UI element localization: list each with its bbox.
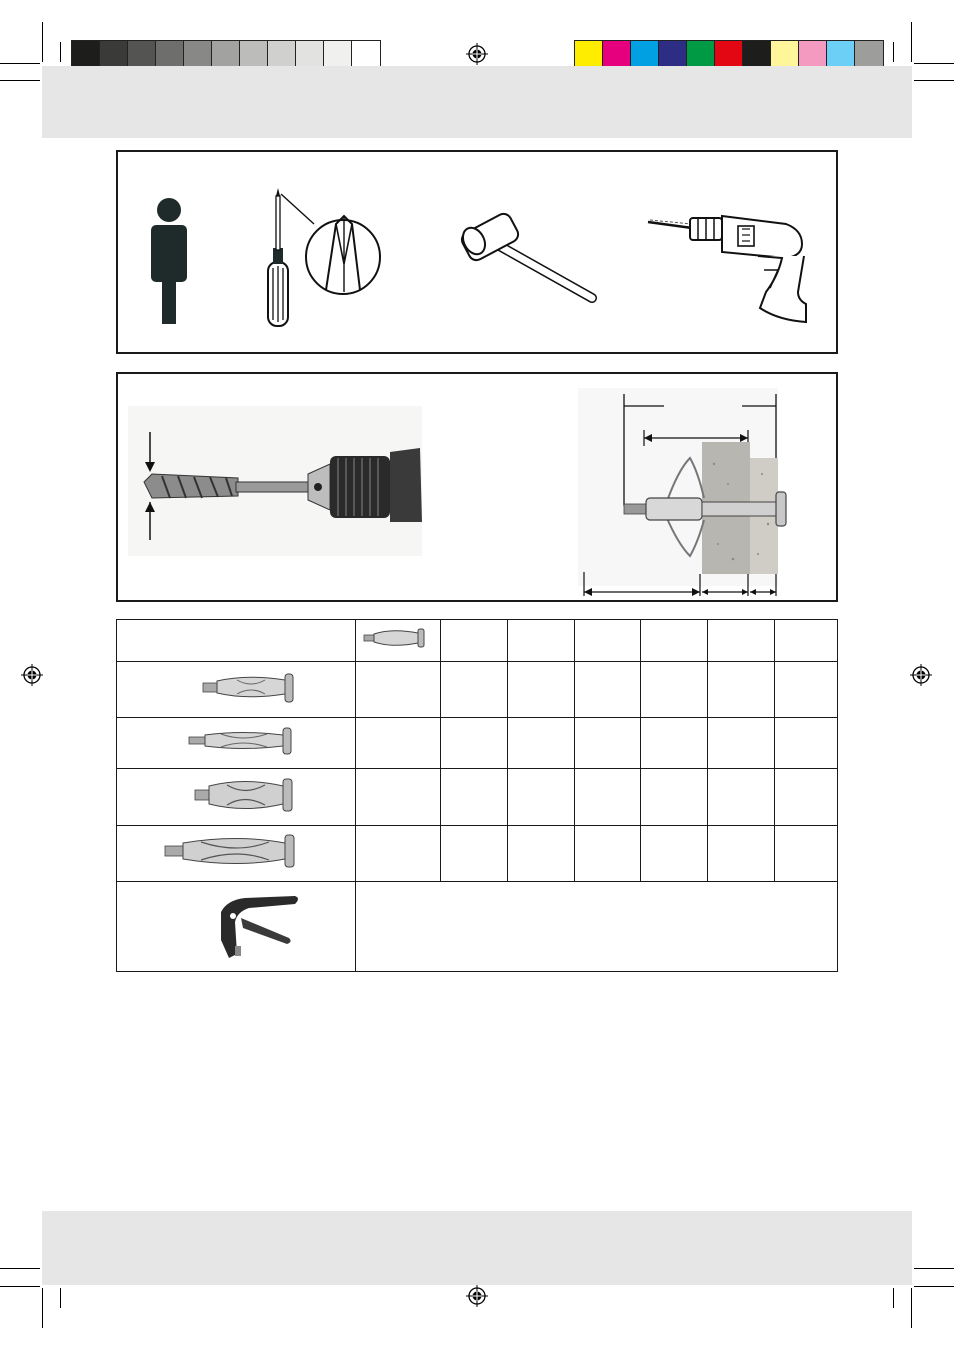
color-swatch [72, 41, 100, 69]
table-cell [775, 662, 838, 718]
table-cell [441, 620, 508, 662]
fitting-panel [116, 372, 838, 602]
color-swatch [855, 41, 883, 69]
table-cell [775, 718, 838, 769]
setting-tool-pliers-icon [117, 882, 355, 966]
table-cell [356, 769, 441, 826]
color-swatch [128, 41, 156, 69]
setting-tool-cell [356, 882, 838, 972]
table-cell [574, 769, 641, 826]
footer-band [42, 1211, 912, 1285]
power-drill-icon [648, 216, 806, 322]
color-swatch [156, 41, 184, 69]
color-swatch [100, 41, 128, 69]
anchor-size-table [116, 619, 838, 972]
color-swatch [324, 41, 352, 69]
cavity-anchor-icon [356, 620, 440, 656]
color-swatch [743, 41, 771, 69]
table-cell [507, 769, 574, 826]
header-band [42, 66, 912, 138]
table-cell [507, 662, 574, 718]
row-label-cell [117, 718, 356, 769]
table-cell [775, 620, 838, 662]
color-swatch [771, 41, 799, 69]
row-label-cell [117, 826, 356, 882]
color-swatch [268, 41, 296, 69]
table-cell [708, 662, 775, 718]
table-cell [574, 662, 641, 718]
person-icon [151, 198, 187, 324]
color-swatch [603, 41, 631, 69]
cavity-anchor-diagram [578, 388, 786, 596]
color-swatch [240, 41, 268, 69]
table-cell [441, 662, 508, 718]
table-row [117, 662, 838, 718]
color-swatch [184, 41, 212, 69]
drill-bit-photo [128, 406, 422, 556]
registration-mark-icon [466, 43, 488, 65]
table-row [117, 882, 838, 972]
cavity-anchor-long-icon [117, 826, 355, 876]
tools-panel [116, 150, 838, 354]
color-swatch [296, 41, 324, 69]
color-swatch [212, 41, 240, 69]
table-header-row [117, 620, 838, 662]
table-cell [356, 662, 441, 718]
color-swatch [575, 41, 603, 69]
table-cell [708, 826, 775, 882]
table-cell [356, 718, 441, 769]
table-cell [708, 769, 775, 826]
hammer-icon [459, 211, 592, 298]
table-cell [356, 826, 441, 882]
table-cell [507, 826, 574, 882]
header-cell-label [117, 620, 356, 662]
row-label-cell [117, 769, 356, 826]
registration-mark-icon [21, 664, 43, 686]
table-cell [708, 718, 775, 769]
table-cell [507, 620, 574, 662]
table-cell [775, 769, 838, 826]
table-cell [641, 662, 708, 718]
table-cell [574, 826, 641, 882]
table-cell [708, 620, 775, 662]
table-cell [441, 769, 508, 826]
cavity-anchor-medium-icon [117, 769, 355, 820]
registration-mark-icon [466, 1285, 488, 1307]
row-label-cell [117, 882, 356, 972]
screwdriver-icon [268, 188, 380, 326]
color-swatch [687, 41, 715, 69]
color-swatch [631, 41, 659, 69]
table-cell [641, 769, 708, 826]
table-cell [641, 620, 708, 662]
header-cell-anchor [356, 620, 441, 662]
registration-mark-icon [910, 664, 932, 686]
table-cell [507, 718, 574, 769]
table-cell [574, 620, 641, 662]
color-swatch [827, 41, 855, 69]
table-cell [441, 718, 508, 769]
table-cell [574, 718, 641, 769]
table-cell [775, 826, 838, 882]
table-row [117, 826, 838, 882]
color-swatch [659, 41, 687, 69]
color-swatch [715, 41, 743, 69]
color-swatch [799, 41, 827, 69]
table-cell [641, 718, 708, 769]
cavity-anchor-slim-icon [117, 718, 355, 763]
table-cell [641, 826, 708, 882]
table-cell [441, 826, 508, 882]
table-row [117, 718, 838, 769]
table-row [117, 769, 838, 826]
color-swatch [352, 41, 380, 69]
cavity-anchor-small-icon [117, 662, 355, 712]
row-label-cell [117, 662, 356, 718]
